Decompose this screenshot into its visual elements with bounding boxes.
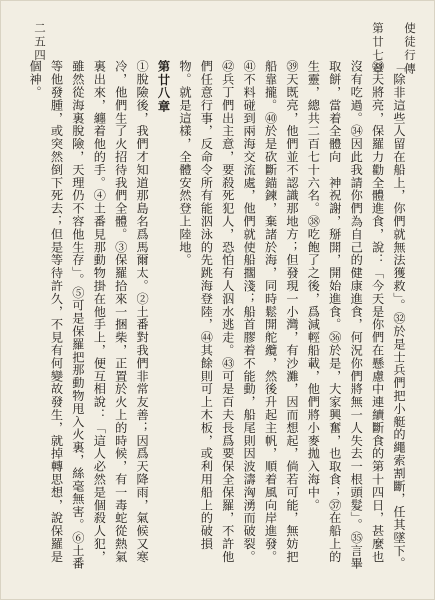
paragraph-acts-28-1-6: ①脫險後，我們才知道那島名爲馬爾太。②土番對我們非常友善；因爲天降雨，氣候又寒冷，他們生了火招待我們全體。③保羅拾來一捆柴，正置於火上的時候，有一毒蛇從熱氣裏出來，纏着他的手。④土番見那動物掛在他手上，便互相說：「這人必然是個殺人犯，雖然從海裏脫險，天理仍不容他生存」。⑤可是保羅把那動物甩入火裏，絲毫無害。⑥土番等他發腫，或突然倒下死去；但是等待許久，不見有何變故發生，就掉轉思想，說保羅是個神。 — [28, 60, 150, 570]
chapter-heading: 第廿八章 — [156, 60, 171, 113]
running-title: 使徒行傳 — [403, 22, 417, 76]
main-text — [21, 60, 409, 570]
paragraph-acts-27-31-38: 「除非這些人留在船上，你們就無法獲救」。㉜於是士兵們把小艇的繩索割斷，任其墜下。㉝天將亮，保羅力勸全體進食，說：「今天是你們在懸慮中連續斷食的第十四日，甚麼也沒有吃過。㉞因此我請你們為自己的健康進食，何況你們將無一人失去一根頭髮」。㉟言畢取餅，當着全體向 神祝謝，掰開，開始進食。㊱於是，大家興奮，也取食；㊲在船上的生靈，總共二百七十六名。㊳吃飽了之後，爲減輕船載，他們將小麥拋入海中。 — [306, 60, 406, 570]
paragraph-acts-27-39-44: ㊴天既亮，他們並不認識那地方；但發現一小灣，有沙灘，因而想起，倘若可能，無妨把船靠攏。㊵於是砍斷錨鍊，棄諸於海，同時鬆開舵纜，然後升起主帆，順着風向岸進發。㊶不料碰到兩海交流處，他們就使船擱淺；船首膠着不能動，船尾則因波濤洶湧而破裂。㊷兵丁們出主意，要殺死犯人，恐怕有人泅水逃走。㊸可是百夫長爲要保全保羅，不許他們任意行事，反命令所有能泅泳的先跳海登陸，㊹其餘則可上木板，或利用船上的破損物。就是這樣，全體安然登上陸地。 — [177, 60, 299, 564]
page-number: 二五四 — [33, 22, 47, 63]
running-chapter: 第廿七章 — [371, 22, 385, 76]
